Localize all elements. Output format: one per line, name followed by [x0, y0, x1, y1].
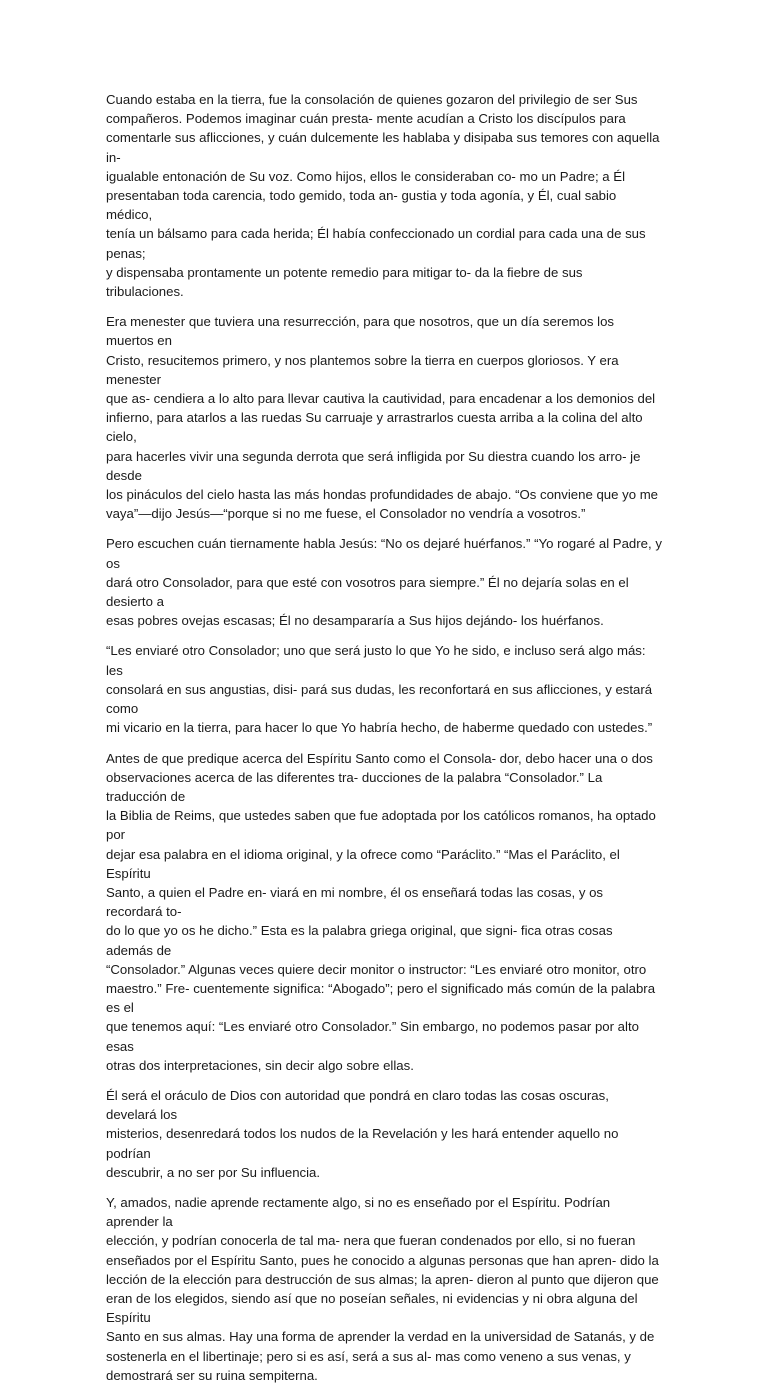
paragraph-3: Pero escuchen cuán tiernamente habla Jesús: “No os dejaré huérfanos.” “Yo rogaré al Padre, y os dará otro Consolador, para que esté con vosotros para siempre.” Él no dejaría solas en el desierto a esas pobres ovejas escasas; Él no desampararía a Sus hijos dejándo- los huérfanos.: [106, 536, 662, 629]
paragraph-7: Y, amados, nadie aprende rectamente algo, si no es enseñado por el Espíritu. Podrían aprender la elección, y podrían conocerla de tal ma- nera que fueran condenados por ello, si no fueran enseñados por el Espíritu Santo, pues he conocido a algunas personas que han apren- dido la lección de la elección para destrucción de sus almas; la apren- dieron al punto que dijeron que eran de los elegidos, siendo así que no poseían señales, ni evidencias y ni obra alguna del Espíritu Santo en sus almas. Hay una forma de aprender la verdad en la universidad de Satanás, y de sostenerla en el libertinaje; pero si es así, será a sus al- mas como veneno a sus venas, y demostrará ser su ruina sempiterna.: [106, 1194, 659, 1383]
paragraph-5: Antes de que predique acerca del Espíritu Santo como el Consola- dor, debo hacer una o dos observaciones acerca de las diferentes tra- ducciones de la palabra “Consolador.” La traducción de la Biblia de Reims, que ustedes saben que fue adoptada por los católicos romanos, ha optado por dejar esa palabra en el idioma original, y la ofrece como “Paráclito.” “Mas el Paráclito, el Espíritu Santo, a quien el Padre en- viará en mi nombre, él os enseñará todas las cosas, y os recordará to- do lo que yo os he dicho.” Esta es la palabra griega original, que signi- fica otras cosas además de “Consolador.” Algunas veces quiere decir monitor o instructor: “Les enviaré otro monitor, otro maestro.” Fre- cuentemente significa: “Abogado”; pero el significado más común de la palabra es el que tenemos aquí: “Les enviaré otro Consolador.” Sin embargo, no podemos pasar por alto esas otras dos interpretaciones, sin decir algo sobre ellas.: [106, 750, 656, 1073]
paragraph-2: Era menester que tuviera una resurrección, para que nosotros, que un día seremos los muertos en Cristo, resucitemos primero, y nos plantemos sobre la tierra en cuerpos gloriosos. Y era menester que as- cendiera a lo alto para llevar cautiva la cautividad, para encadenar a los demonios del infierno, para atarlos a las ruedas Su carruaje y arrastrarlos cuesta arriba a la colina del alto cielo, para hacerles vivir una segunda derrota que será infligida por Su diestra cuando los arro- je desde los pináculos del cielo hasta las más hondas profundidades de abajo. “Os conviene que yo me vaya”—dijo Jesús—“porque si no me fuese, el Consolador no vendría a vosotros.”: [106, 314, 659, 522]
paragraph-6: Él será el oráculo de Dios con autoridad que pondrá en claro todas las cosas oscuras, develará los misterios, desenredará todos los nudos de la Revelación y les hará entender aquello no podrían descubrir, a no ser por Su influencia.: [106, 1087, 619, 1180]
document-page: [106, 90, 662, 1396]
paragraph-4: “Les enviaré otro Consolador; uno que será justo lo que Yo he sido, e incluso será algo más: les consolará en sus angustias, disi- pará sus dudas, les reconfortará en sus aflicciones, y estará como mi vicario en la tierra, para hacer lo que Yo habría hecho, de haberme quedado con ustedes.”: [106, 643, 653, 736]
paragraph-1: Cuando estaba en la tierra, fue la consolación de quienes gozaron del privilegio de ser Sus compañeros. Podemos imaginar cuán presta- mente acudían a Cristo los discípulos para comentarle sus aflicciones, y cuán dulcemente les hablaba y disipaba sus temores con aquella in- igualable entonación de Su voz. Como hijos, ellos le consideraban co- mo un Padre; a Él presentaban toda carencia, todo gemido, toda an- gustia y toda agonía, y Él, cual sabio médico, tenía un bálsamo para cada herida; Él había confeccionado un cordial para cada una de sus penas; y dispensaba prontamente un potente remedio para mitigar to- da la fiebre de sus tribulaciones.: [106, 92, 660, 300]
